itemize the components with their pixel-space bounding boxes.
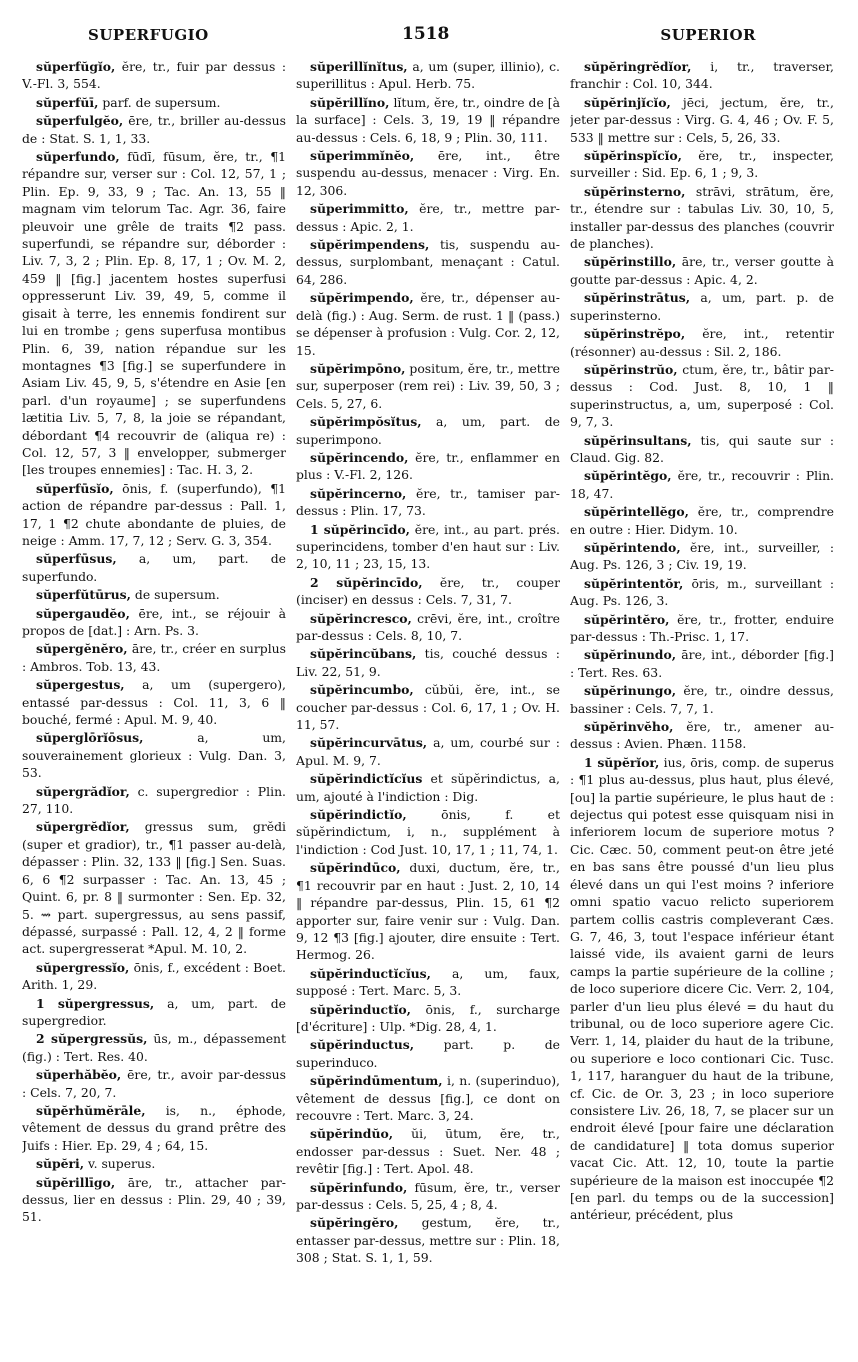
entry-headword: 2 sŭpĕrincīdo, xyxy=(310,574,423,590)
dictionary-entry xyxy=(296,1179,560,1214)
entry-definition: a, um (supergero), entassé par-dessus : Col. 11, 3, 6 ‖ bouché, fermé : Apul. M. 9, 40. xyxy=(22,677,286,728)
dictionary-entry xyxy=(22,1030,286,1065)
dictionary-entry xyxy=(570,575,834,610)
entry-headword: sŭpĕrinstrātus, xyxy=(584,290,691,306)
dictionary-entry xyxy=(22,605,286,640)
entry-headword: sŭperfulgĕo, xyxy=(36,113,124,129)
entry-headword: sŭpĕrillīgo, xyxy=(36,1174,116,1190)
entry-definition: gressus sum, grĕdi (super et gradior), tr., ¶1 passer au-delà, dépasser : Plin. 32, 133 ‖ [fig.] Sen. Suas. 6, 6 ¶2 surpasser : Tac. An. 13, 45 ; Quint. 6, pr. 8 ‖ surmonter : Sen. Ep. 32, 5. ⇝ part. supergressus, au sens passif, dépassé, surpassé : Pall. 12, 4, 2 ‖ forme act. supergresserat *Apul. M. 10, 2. xyxy=(22,819,286,957)
entry-definition: ōnis, f. (superfundo), ¶1 action de répandre par-dessus : Pall. 1, 17, 1 ¶2 chute abondante de pluies, de neige : Amm. 17, 7, 12 ; Serv. G. 3, 354. xyxy=(22,480,286,548)
entry-headword: sŭpĕrintĕro, xyxy=(584,611,670,627)
entry-headword: sŭperhăbĕo, xyxy=(36,1067,122,1083)
dictionary-entry xyxy=(22,58,286,93)
entry-definition: cŭbŭi, ĕre, int., se coucher par-dessus : Col. 6, 17, 1 ; Ov. H. 11, 57. xyxy=(296,682,560,733)
dictionary-entry xyxy=(296,574,560,609)
entry-definition: ĕre, tr., enflammer en plus : V.-Fl. 2, 126. xyxy=(296,449,560,483)
dictionary-entry xyxy=(296,485,560,520)
dictionary-entry xyxy=(570,682,834,717)
entry-definition: ĕre, tr., mettre par-dessus : Apic. 2, 1. xyxy=(296,201,560,234)
entry-headword: sŭpĕrinductus, xyxy=(310,1037,415,1053)
entry-headword: sŭpergrădĭor, xyxy=(36,783,130,799)
entry-headword: sŭpĕrimpŏsĭtus, xyxy=(310,414,422,430)
entry-definition: a, um, faux, supposé : Tert. Marc. 5, 3. xyxy=(296,965,560,999)
entry-definition: part. p. de superinduco. xyxy=(296,1037,560,1070)
dictionary-entry xyxy=(296,449,560,484)
entry-headword: sŭpergestus, xyxy=(36,677,125,693)
entry-definition: et sŭpĕrindictus, a, um, ajouté à l'indiction : Dig. xyxy=(296,771,560,804)
entry-definition: ĕre, tr., fuir par dessus : V.-Fl. 3, 554. xyxy=(22,59,286,92)
dictionary-entry xyxy=(296,965,560,1000)
entry-headword: sŭpĕrincumbo, xyxy=(310,682,414,698)
entry-definition: ūs, m., dépassement (fig.) : Tert. Res. 40. xyxy=(22,1031,286,1064)
dictionary-entry xyxy=(296,236,560,288)
dictionary-entry xyxy=(22,1155,286,1172)
dictionary-entry xyxy=(22,818,286,957)
entry-definition: lĭtum, ĕre, tr., oindre de [à la surface] : Cels. 3, 19, 19 ‖ répandre au-dessus : Cels. 6, 18, 9 ; Plin. 30, 111. xyxy=(296,94,560,145)
dictionary-entry xyxy=(22,112,286,147)
entry-headword: sŭpĕrinspĭcĭo, xyxy=(584,148,682,164)
entry-headword: sŭpĕrinstrĕpo, xyxy=(584,326,686,342)
entry-definition: strāvi, strātum, ĕre, tr., étendre sur : tabulas Liv. 30, 10, 5, installer par-dessus des planches (couvrir de planches). xyxy=(570,183,834,252)
entry-definition: parf. de supersum. xyxy=(102,94,221,110)
entry-definition: ēre, tr., briller au-dessus de : Stat. S. 1, 1, 33. xyxy=(22,113,286,146)
entry-definition: tis, suspendu au-dessus, surplombant, menaçant : Catul. 64, 286. xyxy=(296,237,560,287)
dictionary-entry xyxy=(296,1001,560,1036)
entry-definition: ctum, ĕre, tr., bâtir par-dessus : Cod. Just. 8, 10, 1 ‖ superinstructus, a, um, superposé : Col. 9, 7, 3. xyxy=(570,361,834,430)
dictionary-entry xyxy=(296,521,560,573)
dictionary-entry xyxy=(22,729,286,781)
entry-definition: ĕre, tr., amener au-dessus : Avien. Phæn. 1158. xyxy=(570,719,834,752)
dictionary-entry xyxy=(570,718,834,753)
dictionary-entry xyxy=(22,148,286,479)
entry-headword: sŭpĕrintentŏr, xyxy=(584,575,684,591)
entry-headword: sŭpĕrinungo, xyxy=(584,683,677,699)
dictionary-entry xyxy=(296,1072,560,1124)
dictionary-entry xyxy=(22,94,286,111)
dictionary-entry xyxy=(22,550,286,585)
entry-definition: ĕre, tr., couper (inciser) en dessus : Cels. 7, 31, 7. xyxy=(296,574,560,608)
entry-definition: ĕre, tr., frotter, enduire par-dessus : Th.-Prisc. 1, 17. xyxy=(570,611,834,644)
entry-headword: sŭpĕrinsterno, xyxy=(584,183,686,199)
running-head-left: SUPERFUGIO xyxy=(88,26,209,44)
entry-definition: ōnis, f. et sŭpĕrindictum, i, n., supplément à l'indiction : Cod Just. 10, 17, 1 ; 11, 74, 1. xyxy=(296,807,560,857)
entry-headword: sŭpĕrindictĭo, xyxy=(310,807,407,823)
dictionary-entry xyxy=(570,253,834,288)
entry-definition: crēvi, ĕre, int., croître par-dessus : Cels. 8, 10, 7. xyxy=(296,610,560,643)
column-right xyxy=(570,58,834,1354)
entry-headword: sŭpĕringĕro, xyxy=(310,1215,399,1231)
entry-headword: sŭpergrĕdĭor, xyxy=(36,819,130,835)
entry-definition: ĕre, tr., oindre dessus, bassiner : Cels. 7, 7, 1. xyxy=(570,683,834,716)
entry-definition: jēci, jectum, ĕre, tr., jeter par-dessus : Virg. G. 4, 46 ; Ov. F. 5, 533 ‖ mettre sur : Cels, 5, 26, 33. xyxy=(570,94,834,145)
dictionary-entry xyxy=(296,1036,560,1071)
entry-headword: sŭpĕrimpendo, xyxy=(310,290,414,306)
dictionary-entry xyxy=(570,147,834,182)
entry-headword: sŭpĕrintĕgo, xyxy=(584,468,672,484)
entry-headword: sŭperillĭnĭtus, xyxy=(310,59,408,74)
dictionary-entry xyxy=(22,783,286,818)
entry-headword: sŭpĕrinsultans, xyxy=(584,432,692,448)
entry-headword: sŭpĕrillĭno, xyxy=(310,94,390,110)
dictionary-columns xyxy=(22,58,834,1354)
entry-headword: sŭpĕrinundo, xyxy=(584,647,677,663)
dictionary-entry xyxy=(296,770,560,805)
dictionary-entry xyxy=(22,676,286,728)
dictionary-entry xyxy=(570,754,834,1224)
entry-definition: ius, ōris, comp. de superus : ¶1 plus au-dessus, plus haut, plus élevé, [ou] la partie supérieure, le plus haut de : dejectus qui potest esse quisquam nisi in inferiorem locum de superiore motus ? Cic. Cæc. 50, comment peut-on être jeté en bas sans être poussé d'un lieu plus élevé dans un qui l'est moins ? inferiore omni spatio vacuo relicto superiorem partem collis castris compleverant Cæs. G. 7, 46, 3, tout l'espace inférieur étant laissé vide, ils avaient garni de leurs camps la partie supérieure de la colline ; de loco superiore dicere Cic. Verr. 2, 104, parler d'un lieu plus élevé = du haut du tribunal, ou de loco superiore agere Cic. Verr. 1, 14, plaider du haut de la tribune, ou superiore e loco contionari Cic. Tusc. 1, 117, haranguer du haut de la tribune, cf. Cic. de Or. 3, 23 ; in loco superiore consistere Liv. 26, 18, 7, se placer sur un endroit élevé [pour faire une déclaration de candidature] ‖ tota domus superior vacat Cic. Att. 12, 10, toute la partie supérieure de la maison est inoccupée ¶2 [en parl. du temps ou de la succession] antérieur, précédent, plus xyxy=(570,754,834,1223)
entry-definition: a, um, part. p. de superinsterno. xyxy=(570,290,834,323)
dictionary-entry xyxy=(296,610,560,645)
entry-definition: v. superus. xyxy=(88,1156,156,1172)
entry-headword: 2 sŭpergressŭs, xyxy=(36,1031,148,1047)
entry-definition: tis, qui saute sur : Claud. Gig. 82. xyxy=(570,432,834,465)
dictionary-entry xyxy=(570,503,834,538)
entry-definition: a, um (super, illinio), c. superillitus : Apul. Herb. 75. xyxy=(296,59,560,92)
entry-headword: sŭpĕrindūmentum, xyxy=(310,1073,443,1089)
entry-definition: ōnis, f., surcharge [d'écriture] : Ulp. *Dig. 28, 4, 1. xyxy=(296,1001,560,1034)
entry-headword: sŭpĕrinductĭo, xyxy=(310,1001,412,1017)
entry-definition: gestum, ĕre, tr., entasser par-dessus, mettre sur : Plin. 18, 308 ; Stat. S. 1, 1, 59. xyxy=(296,1215,560,1266)
entry-definition: positum, ĕre, tr., mettre sur, superposer (rem rei) : Liv. 39, 50, 3 ; Cels. 5, 27, 6. xyxy=(296,360,560,411)
entry-headword: sŭpĕrincresco, xyxy=(310,610,412,626)
dictionary-entry xyxy=(22,480,286,550)
dictionary-entry xyxy=(570,432,834,467)
running-head-right: SUPERIOR xyxy=(660,26,756,44)
entry-headword: sŭperglōrĭōsus, xyxy=(36,730,144,746)
entry-headword: sŭpĕri, xyxy=(36,1156,85,1172)
entry-definition: ĕre, tr., recouvrir : Plin. 18, 47. xyxy=(570,468,834,501)
entry-headword: sŭperfūsĭo, xyxy=(36,480,114,496)
entry-headword: sŭperimmitto, xyxy=(310,201,409,217)
entry-headword: sŭpĕrinstillo, xyxy=(584,254,677,270)
dictionary-entry xyxy=(570,183,834,253)
dictionary-entry xyxy=(296,645,560,680)
entry-headword: sŭperfŭtūrus, xyxy=(36,587,131,603)
page-header xyxy=(0,18,858,48)
entry-definition: ĕre, int., retentir (résonner) au-dessus : Sil. 2, 186. xyxy=(570,326,834,359)
entry-headword: sŭpĕrinjĭcĭo, xyxy=(584,94,671,110)
entry-definition: fūsum, ĕre, tr., verser par-dessus : Cels. 5, 25, 4 ; 8, 4. xyxy=(296,1179,560,1212)
entry-definition: ŭi, ūtum, ĕre, tr., endosser par-dessus : Suet. Ner. 48 ; revêtir [fig.] : Tert. Apol. 48. xyxy=(296,1126,560,1177)
entry-definition: āre, int., déborder [fig.] : Tert. Res. 63. xyxy=(570,647,834,680)
entry-definition: āre, tr., verser goutte à goutte par-dessus : Apic. 4, 2. xyxy=(570,254,834,287)
entry-headword: sŭpergressĭo, xyxy=(36,959,130,975)
entry-headword: sŭperfundo, xyxy=(36,149,120,165)
entry-headword: sŭperimmĭnĕo, xyxy=(310,148,415,164)
entry-definition: ēre, tr., avoir par-dessus : Cels. 7, 20, 7. xyxy=(22,1067,286,1100)
dictionary-entry xyxy=(22,1066,286,1101)
entry-headword: sŭpĕrinvĕho, xyxy=(584,719,674,735)
entry-definition: ĕre, int., au part. prés. superincidens, tomber d'en haut sur : Liv. 2, 10, 11 ; 23, 15, 13. xyxy=(296,521,560,572)
entry-headword: 1 sŭpĕrĭor, xyxy=(584,754,660,770)
dictionary-entry xyxy=(296,1125,560,1177)
entry-definition: c. supergredior : Plin. 27, 110. xyxy=(22,783,286,817)
entry-headword: sŭpĕrintendo, xyxy=(584,539,681,555)
entry-headword: sŭpĕrincurvātus, xyxy=(310,735,428,751)
entry-definition: ĕre, tr., comprendre en outre : Hier. Didym. 10. xyxy=(570,504,834,537)
dictionary-entry xyxy=(296,200,560,235)
entry-definition: ĕre, tr., inspecter, surveiller : Sid. Ep. 6, 1 ; 9, 3. xyxy=(570,148,834,181)
dictionary-entry xyxy=(296,58,560,93)
dictionary-entry xyxy=(296,859,560,963)
entry-headword: sŭpĕrindūco, xyxy=(310,860,401,876)
dictionary-entry xyxy=(570,539,834,574)
dictionary-entry xyxy=(22,1174,286,1226)
entry-definition: a, um, part. de superimpono. xyxy=(296,414,560,447)
entry-definition: fūdī, fūsum, ĕre, tr., ¶1 répandre sur, verser sur : Col. 12, 57, 1 ; Plin. Ep. 9, 33, 9 ; Tac. An. 13, 55 ‖ magnam vim telorum Tac. Agr. 36, faire pleuvoir une grêle de traits ¶2 pass. superfundi, se répandre sur, déborder : Liv. 7, 3, 2 ; Plin. Ep. 8, 17, 1 ; Ov. M. 2, 459 ‖ [fig.] jacentem hostes superfusi oppresserunt Liv. 39, 49, 5, comme il gisait à terre, les ennemis fondirent sur lui en trombe ; gens superfusa montibus Plin. 6, 39, nation répandue sur les montagnes ¶3 [fig.] se superfundere in Asiam Liv. 45, 9, 5, s'étendre en Asie [en parl. d'un royaume] ; se superfundens lætitia Liv. 5, 7, 8, la joie se répandant, débordant ¶4 recouvrir de (aliqua re) : Col. 12, 57, 3 ‖ envelopper, submerger [les troupes ennemies] : Tac. H. 3, 2. xyxy=(22,149,286,478)
dictionary-entry xyxy=(296,806,560,858)
dictionary-entry xyxy=(570,611,834,646)
dictionary-entry xyxy=(570,325,834,360)
entry-headword: sŭpĕrinfundo, xyxy=(310,1179,408,1195)
entry-definition: a, um, part. de superfundo. xyxy=(22,551,286,584)
entry-definition: a, um, courbé sur : Apul. M. 9, 7. xyxy=(296,735,560,768)
column-left xyxy=(22,58,286,1354)
dictionary-entry xyxy=(22,640,286,675)
entry-headword: sŭpergaudĕo, xyxy=(36,605,130,621)
dictionary-entry xyxy=(22,959,286,994)
entry-definition: is, n., éphode, vêtement de dessus du grand prêtre des Juifs : Hier. Ep. 29, 4 ; 64, 15. xyxy=(22,1102,286,1153)
entry-definition: ĕre, tr., tamiser par-dessus : Plin. 17, 73. xyxy=(296,485,560,519)
entry-headword: sŭperfŭgĭo, xyxy=(36,59,116,74)
entry-headword: sŭpĕrincerno, xyxy=(310,485,407,501)
entry-headword: 1 sŭpergressus, xyxy=(36,995,155,1011)
dictionary-entry xyxy=(570,94,834,146)
column-middle xyxy=(296,58,560,1354)
entry-headword: sŭpĕrincendo, xyxy=(310,449,409,465)
entry-definition: ōnis, f., excédent : Boet. Arith. 1, 29. xyxy=(22,959,286,993)
entry-headword: sŭpĕrinductĭcĭus, xyxy=(310,965,431,981)
entry-definition: ēre, int., se réjouir à propos de [dat.] : Arn. Ps. 3. xyxy=(22,605,286,638)
entry-definition: i, n. (superinduo), vêtement de dessus [fig.], ce dont on recouvre : Tert. Marc. 3, 24. xyxy=(296,1073,560,1123)
entry-headword: sŭpĕrincŭbans, xyxy=(310,646,417,662)
dictionary-entry xyxy=(22,995,286,1030)
dictionary-entry xyxy=(570,361,834,431)
entry-headword: sŭperfŭī, xyxy=(36,94,99,110)
entry-definition: ĕre, int., surveiller, : Aug. Ps. 126, 3 ; Civ. 19, 19. xyxy=(570,539,834,573)
entry-headword: sŭpĕrimpendens, xyxy=(310,237,430,253)
entry-definition: āre, tr., créer en surplus : Ambros. Tob. 13, 43. xyxy=(22,641,286,674)
entry-definition: tis, couché dessus : Liv. 22, 51, 9. xyxy=(296,646,560,679)
dictionary-entry xyxy=(570,58,834,93)
entry-headword: sŭpĕringrĕdĭor, xyxy=(584,59,692,74)
dictionary-entry xyxy=(296,681,560,733)
dictionary-entry xyxy=(296,147,560,199)
entry-definition: ōris, m., surveillant : Aug. Ps. 126, 3. xyxy=(570,575,834,609)
entry-headword: sŭpĕrinstrŭo, xyxy=(584,361,678,377)
dictionary-entry xyxy=(570,646,834,681)
entry-headword: sŭpergĕnĕro, xyxy=(36,641,128,657)
dictionary-entry xyxy=(296,94,560,146)
entry-definition: i, tr., traverser, franchir : Col. 10, 344. xyxy=(570,59,834,92)
page-number: 1518 xyxy=(402,24,450,44)
entry-definition: a, um, souverainement glorieux : Vulg. Dan. 3, 53. xyxy=(22,730,286,781)
entry-headword: 1 sŭpĕrincīdo, xyxy=(310,521,410,537)
entry-definition: duxi, ductum, ĕre, tr., ¶1 recouvrir par en haut : Just. 2, 10, 14 ‖ répandre par-dessus, Plin. 15, 61 ¶2 apporter sur, faire venir sur : Vulg. Dan. 9, 12 ¶3 [fig.] ajouter, dire ensuite : Tert. Hermog. 26. xyxy=(296,860,560,963)
dictionary-entry xyxy=(296,734,560,769)
entry-definition: a, um, part. de supergredior. xyxy=(22,995,286,1028)
entry-headword: sŭpĕrimpōno, xyxy=(310,360,406,376)
dictionary-entry xyxy=(570,289,834,324)
entry-definition: de supersum. xyxy=(134,587,220,603)
entry-headword: sŭperfūsus, xyxy=(36,551,117,567)
entry-headword: sŭpĕrindictĭcĭus xyxy=(310,771,423,787)
entry-headword: sŭpĕrindŭo, xyxy=(310,1126,394,1142)
entry-headword: sŭpĕrhŭmĕrāle, xyxy=(36,1102,146,1118)
entry-definition: āre, tr., attacher par-dessus, lier en dessus : Plin. 29, 40 ; 39, 51. xyxy=(22,1174,286,1225)
dictionary-entry xyxy=(296,1214,560,1266)
dictionary-entry xyxy=(570,467,834,502)
entry-definition: ĕre, tr., dépenser au-delà (fig.) : Aug. Serm. de rust. 1 ‖ (pass.) se dépenser à profusion : Vulg. Cor. 2, 12, 15. xyxy=(296,290,560,358)
entry-definition: ēre, int., être suspendu au-dessus, menacer : Virg. En. 12, 306. xyxy=(296,148,560,198)
dictionary-entry xyxy=(296,289,560,359)
dictionary-entry xyxy=(22,1102,286,1154)
dictionary-entry xyxy=(296,413,560,448)
dictionary-entry xyxy=(22,586,286,603)
entry-headword: sŭpĕrintellĕgo, xyxy=(584,504,689,520)
dictionary-entry xyxy=(296,360,560,412)
